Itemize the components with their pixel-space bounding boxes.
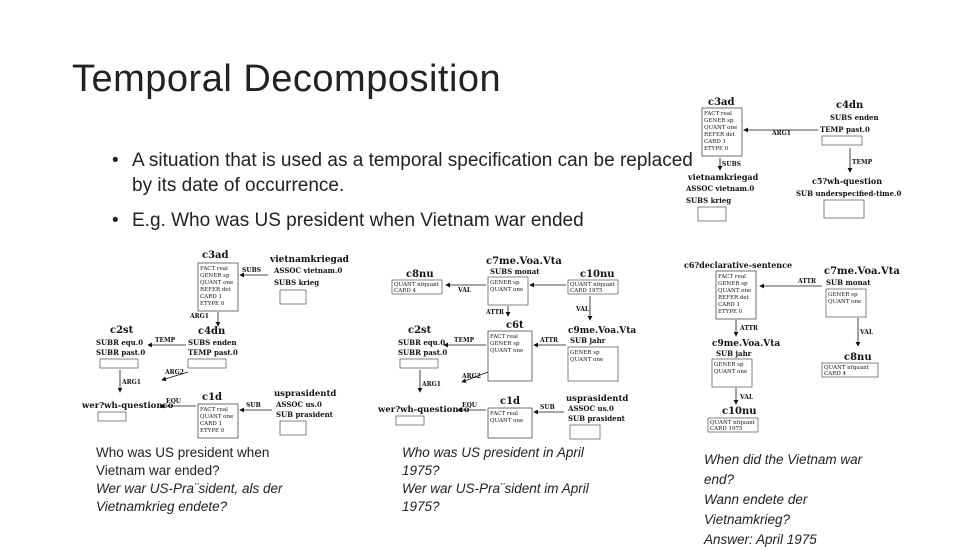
node-label: c1d: [500, 396, 521, 407]
svg-text:FACT real: FACT real: [490, 411, 518, 417]
feature-text: GENER sp: [200, 273, 230, 279]
node-label: vietnamkriegad: [270, 255, 349, 265]
svg-text:QUANT one: QUANT one: [718, 288, 752, 294]
node-label: SUB prasident: [276, 410, 333, 419]
svg-text:GENER sp: GENER sp: [490, 341, 520, 347]
svg-text:QUANT nfquant: QUANT nfquant: [394, 282, 439, 288]
svg-text:CARD 1: CARD 1: [718, 302, 740, 308]
edge-label: ARG2: [165, 369, 184, 376]
svg-text:ETYPE 0: ETYPE 0: [718, 309, 743, 315]
svg-text:GENER sp: GENER sp: [570, 350, 600, 356]
svg-text:FACT real: FACT real: [704, 111, 732, 117]
node-label: c4dn: [198, 326, 226, 337]
svg-text:QUANT nfquant: QUANT nfquant: [710, 420, 755, 426]
svg-text:QUANT one: QUANT one: [570, 357, 604, 363]
feature-text: CARD 1: [200, 294, 222, 300]
svg-text:c3ad: c3ad: [708, 97, 735, 108]
node-label: usprasidentd: [274, 389, 337, 399]
svg-text:c10nu: c10nu: [722, 406, 757, 417]
svg-text:VAL: VAL: [740, 394, 754, 401]
node-label: SUBS krieg: [274, 278, 320, 287]
node-label: SUBS monat: [490, 267, 540, 276]
caption-middle: Who was US president in April 1975? Wer war US-Pra¨sident im April 1975?: [402, 445, 589, 514]
svg-text:c9me.Voa.Vta: c9me.Voa.Vta: [712, 339, 781, 349]
svg-text:REFER det: REFER det: [704, 132, 735, 138]
svg-text:c6?declarative-sentence: c6?declarative-sentence: [684, 260, 793, 270]
svg-text:CARD 1975: CARD 1975: [710, 426, 743, 432]
node-label: ASSOC vietnam.0: [274, 266, 343, 275]
svg-text:ASSOC vietnam.0: ASSOC vietnam.0: [686, 184, 755, 193]
svg-text:QUANT one: QUANT one: [200, 414, 234, 420]
svg-text:CARD 1: CARD 1: [704, 139, 726, 145]
node-label: c2st: [110, 325, 134, 336]
svg-text:GENER sp: GENER sp: [704, 118, 734, 124]
svg-text:FACT real: FACT real: [718, 274, 746, 280]
svg-text:c7me.Voa.Vta: c7me.Voa.Vta: [824, 266, 900, 277]
svg-text:SUBR equ.0: SUBR equ.0: [398, 338, 446, 347]
diagram-left: [81, 250, 350, 438]
svg-text:SUB jahr: SUB jahr: [570, 336, 606, 345]
node-label: c9me.Voa.Vta: [568, 326, 637, 336]
edge-label: TEMP: [155, 337, 176, 344]
svg-text:CARD 4: CARD 4: [394, 288, 416, 294]
svg-text:ATTR: ATTR: [540, 337, 559, 344]
edge-label: SUBS: [242, 267, 261, 274]
svg-text:ETYPE 0: ETYPE 0: [704, 146, 729, 152]
caption-right: When did the Vietnam war end? Wann endete der Vietnamkrieg? Answer: April 1975: [704, 452, 863, 547]
svg-text:SUB: SUB: [540, 404, 555, 411]
svg-text:QUANT nfquant: QUANT nfquant: [824, 365, 869, 371]
svg-text:GENER sp: GENER sp: [714, 362, 744, 368]
svg-text:c4dn: c4dn: [836, 100, 864, 111]
node-label: c2st: [408, 325, 432, 336]
diagram-bottom-right: [684, 260, 900, 432]
svg-text:ARG2: ARG2: [462, 373, 481, 380]
svg-text:c8nu: c8nu: [844, 352, 872, 363]
svg-text:ATTR: ATTR: [798, 278, 817, 285]
edge-label: ARG1: [190, 313, 209, 320]
svg-text:REFER det: REFER det: [718, 295, 749, 301]
svg-text:GENER sp: GENER sp: [828, 292, 858, 298]
svg-text:SUBR past.0: SUBR past.0: [398, 348, 448, 357]
svg-text:QUANT one: QUANT one: [704, 125, 738, 131]
edge-label: VAL: [576, 306, 590, 313]
svg-text:QUANT one: QUANT one: [490, 348, 524, 354]
svg-text:FACT real: FACT real: [490, 334, 518, 340]
diagram-top-right: [685, 97, 901, 221]
node-label: ASSOC us.0: [276, 400, 322, 409]
svg-text:TEMP: TEMP: [454, 337, 475, 344]
node-label: c10nu: [580, 269, 615, 280]
svg-text:TEMP: TEMP: [852, 159, 873, 166]
svg-text:ASSOC us.0: ASSOC us.0: [568, 404, 614, 413]
bullet-item: • E.g. Who was US president when Vietnam war ended: [112, 208, 712, 233]
svg-text:GENER sp: GENER sp: [718, 281, 748, 287]
edge-label: EQU: [166, 398, 182, 405]
feature-text: FACT real: [200, 266, 228, 272]
feature-text: REFER det: [200, 287, 231, 293]
node-label: wer?wh-questionco: [378, 405, 470, 415]
svg-text:EQU: EQU: [462, 402, 478, 409]
svg-text:QUANT one: QUANT one: [828, 299, 862, 305]
node-label: TEMP past.0: [188, 348, 238, 357]
svg-text:ATTR: ATTR: [740, 325, 759, 332]
slide-title: Temporal Decomposition: [72, 58, 502, 100]
caption-left: Who was US president when Vietnam war ended? Wer war US-Pra¨sident, als der Vietnamkrieg endete?: [96, 445, 283, 514]
svg-text:SUB jahr: SUB jahr: [716, 349, 752, 358]
svg-text:SUB underspecified-time.0: SUB underspecified-time.0: [796, 189, 902, 198]
svg-text:ETYPE 0: ETYPE 0: [200, 428, 225, 434]
svg-text:SUB prasident: SUB prasident: [568, 414, 625, 423]
node-label: c7me.Voa.Vta: [486, 256, 562, 267]
svg-text:FACT real: FACT real: [200, 407, 228, 413]
feature-text: QUANT one: [200, 280, 234, 286]
svg-text:QUANT nfquant: QUANT nfquant: [570, 282, 615, 288]
node-label: c6t: [506, 320, 524, 331]
svg-text:QUANT one: QUANT one: [714, 369, 748, 375]
svg-text:c5?wh-question: c5?wh-question: [812, 176, 883, 186]
svg-text:SUBS: SUBS: [722, 161, 741, 168]
svg-text:SUB monat: SUB monat: [826, 278, 871, 287]
svg-text:SUBS enden: SUBS enden: [830, 113, 879, 122]
node-label: usprasidentd: [566, 394, 629, 404]
node-label: SUBS enden: [188, 338, 237, 347]
svg-text:CARD 4: CARD 4: [824, 371, 846, 377]
node-label: c1d: [202, 392, 223, 403]
diagram-middle: [377, 256, 636, 439]
node-label: c3ad: [202, 250, 229, 261]
feature-text: ETYPE 0: [200, 301, 225, 307]
svg-text:vietnamkriegad: vietnamkriegad: [688, 172, 759, 182]
svg-text:GENER sp: GENER sp: [490, 280, 520, 286]
edge-label: SUB: [246, 402, 261, 409]
bullet-item: • A situation that is used as a temporal specification can be replaced by its date of occurrence.: [112, 148, 712, 198]
edge-label: ATTR: [486, 309, 505, 316]
edge-label: ARG1: [122, 379, 141, 386]
node-label: SUBR equ.0: [96, 338, 144, 347]
svg-text:VAL: VAL: [860, 329, 874, 336]
svg-text:ARG1: ARG1: [422, 381, 441, 388]
node-label: wer?wh-questionco: [82, 401, 174, 411]
node-label: SUBR past.0: [96, 348, 146, 357]
edge-label: VAL: [458, 287, 472, 294]
svg-text:CARD 1975: CARD 1975: [570, 288, 603, 294]
svg-text:QUANT one: QUANT one: [490, 418, 524, 424]
svg-text:QUANT one: QUANT one: [490, 287, 524, 293]
node-label: c8nu: [406, 269, 434, 280]
svg-text:ARG1: ARG1: [772, 130, 791, 137]
svg-text:TEMP past.0: TEMP past.0: [820, 125, 870, 134]
svg-text:SUBS krieg: SUBS krieg: [686, 196, 732, 205]
svg-text:CARD 1: CARD 1: [200, 421, 222, 427]
